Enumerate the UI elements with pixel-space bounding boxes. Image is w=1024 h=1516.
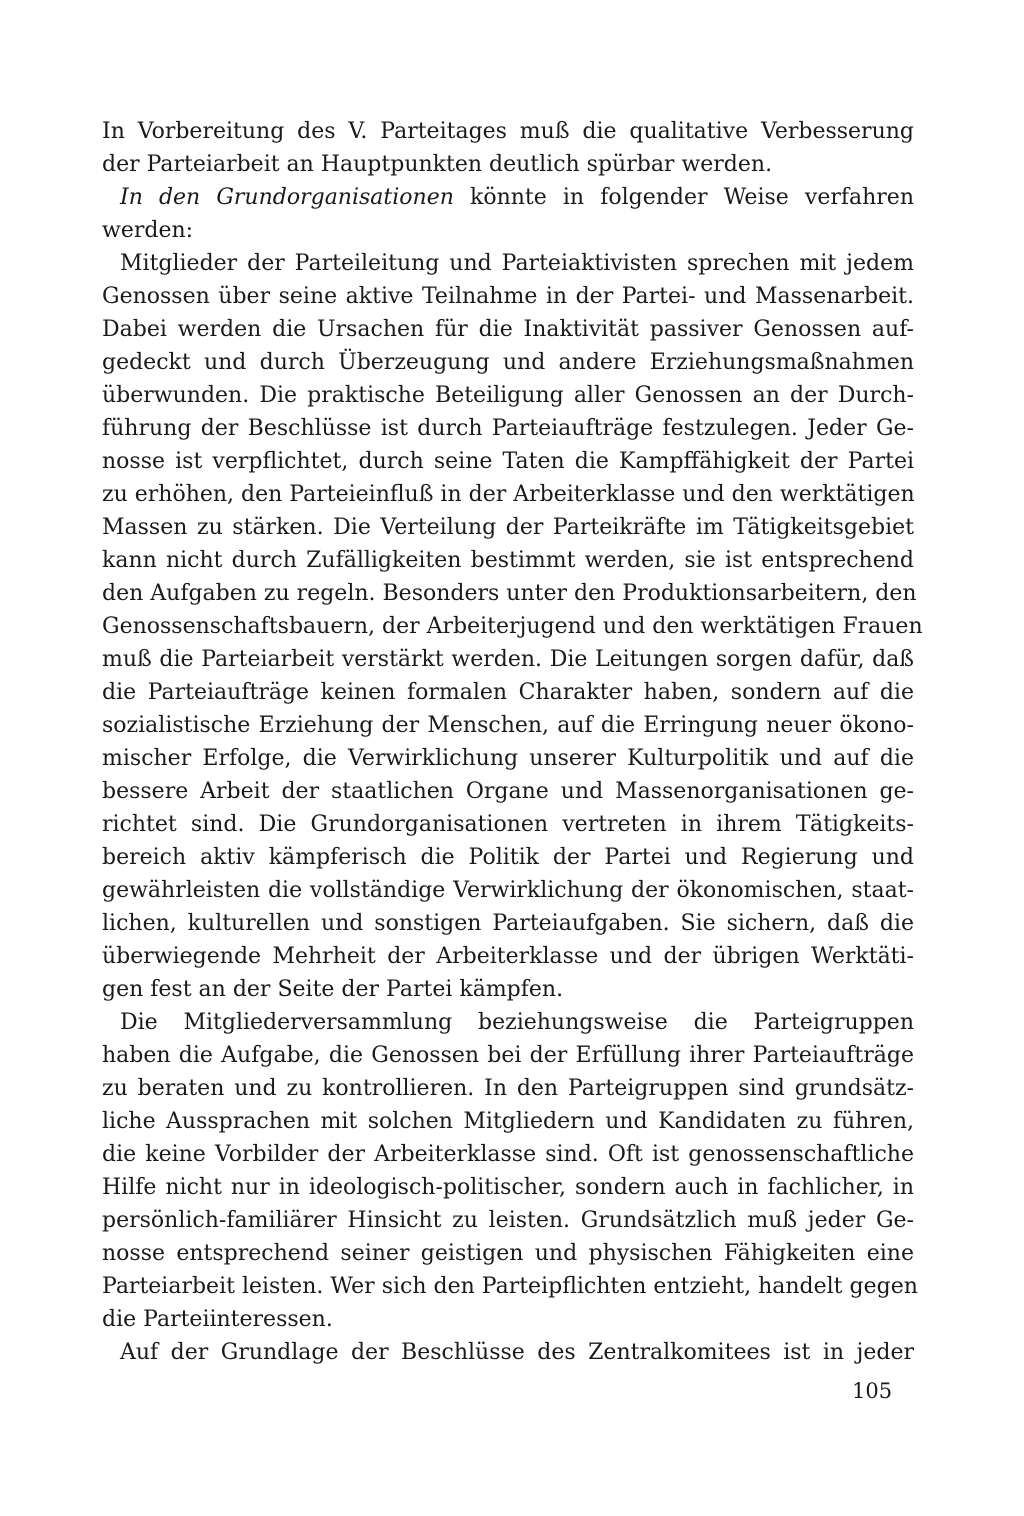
text-line: mischer Erfolge, die Verwirklichung unserer Kulturpolitik und auf die <box>102 746 914 771</box>
text-line: In Vorbereitung des V. Parteitages muß die qualitative Verbesserung <box>102 119 914 144</box>
text-line: sozialistische Erziehung der Menschen, auf die Erringung neuer ökono- <box>102 713 914 738</box>
text-line: den Aufgaben zu regeln. Besonders unter den Produktionsarbeitern, den <box>102 581 917 606</box>
text-line-rest: könnte in folgender Weise verfahren <box>470 185 914 210</box>
text-line: gedeckt und durch Überzeugung und andere Erziehungsmaßnahmen <box>102 350 914 375</box>
text-line <box>120 180 914 216</box>
text-line: werden: <box>102 218 194 243</box>
text-line: gewährleisten die vollständige Verwirklichung der ökonomischen, staat- <box>102 878 914 903</box>
text-line: die keine Vorbilder der Arbeiterklasse sind. Oft ist genossenschaftliche <box>102 1142 914 1167</box>
text-line: Genossen über seine aktive Teilnahme in der Partei- und Massenarbeit. <box>102 284 914 309</box>
text-line: führung der Beschlüsse ist durch Parteiaufträge festzulegen. Jeder Ge- <box>102 416 914 441</box>
text-line: überwunden. Die praktische Beteiligung aller Genossen an der Durch- <box>102 383 914 408</box>
text-line: Hilfe nicht nur in ideologisch-politischer, sondern auch in fachlicher, in <box>102 1175 914 1200</box>
page-number: 105 <box>852 1379 893 1403</box>
text-line: zu erhöhen, den Parteieinfluß in der Arbeiterklasse und den werktätigen <box>102 482 915 507</box>
text-line: Parteiarbeit leisten. Wer sich den Parteipflichten entzieht, handelt gegen <box>102 1274 918 1299</box>
text-line: Massen zu stärken. Die Verteilung der Parteikräfte im Tätigkeitsgebiet <box>102 515 914 540</box>
text-line: bessere Arbeit der staatlichen Organe und Massenorganisationen ge- <box>102 779 914 804</box>
text-line: überwiegende Mehrheit der Arbeiterklasse und der übrigen Werktäti- <box>102 944 914 969</box>
text-line: richtet sind. Die Grundorganisationen vertreten in ihrem Tätigkeits- <box>102 812 914 837</box>
text-line: bereich aktiv kämpferisch die Politik der Partei und Regierung und <box>102 845 914 870</box>
text-line: haben die Aufgabe, die Genossen bei der Erfüllung ihrer Parteiaufträge <box>102 1043 914 1068</box>
text-line: kann nicht durch Zufälligkeiten bestimmt werden, sie ist entsprechend <box>102 548 914 573</box>
text-line: lichen, kulturellen und sonstigen Parteiaufgaben. Sie sichern, daß die <box>102 911 914 936</box>
text-line: der Parteiarbeit an Hauptpunkten deutlich spürbar werden. <box>102 152 773 177</box>
text-line: nosse entsprechend seiner geistigen und physischen Fähigkeiten eine <box>102 1241 914 1266</box>
text-line: die Parteiinteressen. <box>102 1307 333 1332</box>
text-line: Auf der Grundlage der Beschlüsse des Zentralkomitees ist in jeder <box>120 1340 914 1365</box>
text-line: gen fest an der Seite der Partei kämpfen. <box>102 977 564 1002</box>
text-line: Genossenschaftsbauern, der Arbeiterjugend und den werktätigen Frauen <box>102 614 923 639</box>
text-line: persönlich-familiärer Hinsicht zu leisten. Grundsätzlich muß jeder Ge- <box>102 1208 914 1233</box>
text-line: nosse ist verpflichtet, durch seine Taten die Kampffähigkeit der Partei <box>102 449 914 474</box>
text-line: Dabei werden die Ursachen für die Inaktivität passiver Genossen auf- <box>102 317 914 342</box>
text-line: Mitglieder der Parteileitung und Parteiaktivisten sprechen mit jedem <box>120 251 914 276</box>
text-line: muß die Parteiarbeit verstärkt werden. Die Leitungen sorgen dafür, daß <box>102 647 914 672</box>
text-line: die Parteiaufträge keinen formalen Charakter haben, sondern auf die <box>102 680 914 705</box>
text-line: zu beraten und zu kontrollieren. In den Parteigruppen sind grundsätz- <box>102 1076 914 1101</box>
text-line: Die Mitgliederversammlung beziehungsweise die Parteigruppen <box>120 1010 914 1035</box>
italic-phrase: In den Grundorganisationen <box>120 185 454 210</box>
text-line: liche Aussprachen mit solchen Mitgliedern und Kandidaten zu führen, <box>102 1109 914 1134</box>
